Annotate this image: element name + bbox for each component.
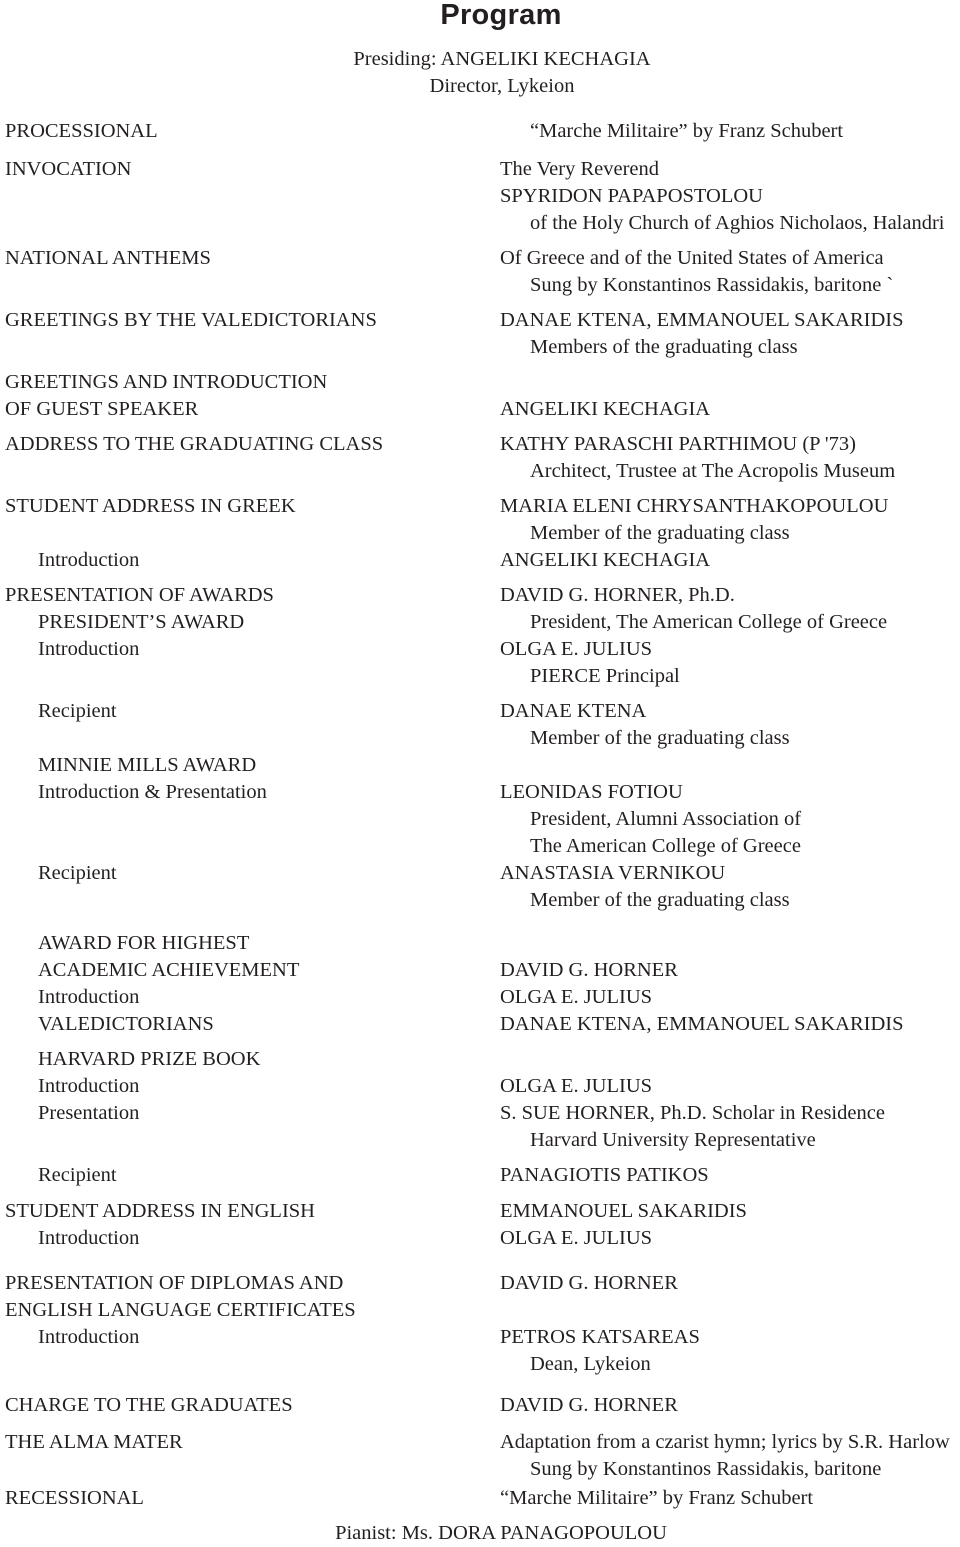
label-line: INVOCATION <box>5 158 132 180</box>
detail-line: “Marche Militaire” by Franz Schubert <box>500 1487 814 1509</box>
detail-line: DANAE KTENA, EMMANOUEL SAKARIDIS <box>500 309 904 331</box>
detail-line: DAVID G. HORNER, Ph.D. <box>500 584 735 606</box>
label-line: ACADEMIC ACHIEVEMENT <box>38 959 300 981</box>
program-item-detail <box>500 1198 960 1252</box>
detail-line: ANGELIKI KECHAGIA <box>500 549 711 571</box>
program-item-label <box>5 860 465 887</box>
label-line: Introduction <box>38 1326 140 1348</box>
detail-line <box>500 752 960 779</box>
detail-line: DAVID G. HORNER <box>500 959 678 981</box>
program-item-label <box>5 1270 465 1351</box>
label-line: OF GUEST SPEAKER <box>5 398 199 420</box>
program-item-label <box>5 698 465 725</box>
detail-line: S. SUE HORNER, Ph.D. Scholar in Residence <box>500 1102 885 1124</box>
label-line: PRESENTATION OF AWARDS <box>5 584 274 606</box>
label-line: HARVARD PRIZE BOOK <box>38 1048 261 1070</box>
detail-line: Members of the graduating class <box>530 336 798 358</box>
program-item-detail <box>500 245 960 299</box>
label-line: ADDRESS TO THE GRADUATING CLASS <box>5 433 384 455</box>
detail-line: Dean, Lykeion <box>530 1353 651 1375</box>
detail-line: Of Greece and of the United States of America <box>500 247 884 269</box>
detail-line: Architect, Trustee at The Acropolis Museum <box>530 460 896 482</box>
label-line: PRESENTATION OF DIPLOMAS AND <box>5 1272 344 1294</box>
detail-line: President, Alumni Association of <box>530 808 802 830</box>
label-line: Introduction <box>38 986 140 1008</box>
detail-line: DANAE KTENA <box>500 700 647 722</box>
detail-line: “Marche Militaire” by Franz Schubert <box>530 120 844 142</box>
label-line: AWARD FOR HIGHEST <box>38 932 250 954</box>
program-item-label <box>5 582 465 663</box>
program-item-detail <box>500 118 960 145</box>
label-line: MINNIE MILLS AWARD <box>38 754 257 776</box>
label-line: GREETINGS BY THE VALEDICTORIANS <box>5 309 377 331</box>
label-line: Introduction <box>38 638 140 660</box>
label-line: GREETINGS AND INTRODUCTION <box>5 371 328 393</box>
program-item-label <box>5 245 465 272</box>
detail-line: The Very Reverend <box>500 158 660 180</box>
program-item-detail <box>500 1485 960 1512</box>
program-item-detail <box>500 1429 960 1483</box>
label-line: CHARGE TO THE GRADUATES <box>5 1394 293 1416</box>
program-item-label <box>5 156 465 183</box>
program-item-label <box>5 1162 465 1189</box>
detail-line: The American College of Greece <box>530 835 801 857</box>
detail-line: OLGA E. JULIUS <box>500 1075 653 1097</box>
detail-line: DAVID G. HORNER <box>500 1272 678 1294</box>
detail-line <box>500 1297 960 1324</box>
label-line: THE ALMA MATER <box>5 1431 183 1453</box>
program-item-label <box>5 493 465 574</box>
detail-line: LEONIDAS FOTIOU <box>500 781 683 803</box>
detail-line: MARIA ELENI CHRYSANTHAKOPOULOU <box>500 495 889 517</box>
program-item-label <box>5 1485 465 1512</box>
pianist-credit: Pianist: Ms. DORA PANAGOPOULOU <box>335 1522 667 1544</box>
label-line: PROCESSIONAL <box>5 120 158 142</box>
detail-line <box>500 930 960 957</box>
detail-line <box>500 1046 960 1073</box>
detail-line: PIERCE Principal <box>530 665 680 687</box>
program-item-label <box>5 369 465 423</box>
detail-line: OLGA E. JULIUS <box>500 638 653 660</box>
program-item-detail <box>500 1270 960 1378</box>
program-item-label <box>5 930 465 1038</box>
program-item-detail <box>500 431 960 485</box>
program-item-label <box>5 1392 465 1419</box>
detail-line: PETROS KATSAREAS <box>500 1326 700 1348</box>
program-item-detail <box>500 307 960 361</box>
label-line: RECESSIONAL <box>5 1487 144 1509</box>
presiding-block <box>0 46 960 100</box>
detail-line: OLGA E. JULIUS <box>500 986 653 1008</box>
detail-line: DAVID G. HORNER <box>500 1394 678 1416</box>
label-line: Recipient <box>38 862 117 884</box>
label-line: STUDENT ADDRESS IN GREEK <box>5 495 296 517</box>
director-line: Director, Lykeion <box>429 75 575 97</box>
detail-line: Adaptation from a czarist hymn; lyrics by S.R. Harlow <box>500 1431 950 1453</box>
label-line: PRESIDENT’S AWARD <box>38 611 245 633</box>
program-item-detail <box>500 1046 960 1154</box>
label-line: VALEDICTORIANS <box>38 1013 214 1035</box>
program-item-label <box>5 1429 465 1456</box>
program-item-label <box>5 1198 465 1252</box>
detail-line: OLGA E. JULIUS <box>500 1227 653 1249</box>
detail-line: Member of the graduating class <box>530 889 790 911</box>
label-line <box>5 520 465 547</box>
label-line: STUDENT ADDRESS IN ENGLISH <box>5 1200 315 1222</box>
label-line: Introduction <box>38 1075 140 1097</box>
detail-line: Harvard University Representative <box>530 1129 816 1151</box>
detail-line: ANGELIKI KECHAGIA <box>500 398 711 420</box>
detail-line: Sung by Konstantinos Rassidakis, baritone ` <box>530 274 894 296</box>
detail-line: DANAE KTENA, EMMANOUEL SAKARIDIS <box>500 1013 904 1035</box>
presiding-line: Presiding: ANGELIKI KECHAGIA <box>353 48 651 70</box>
label-line: Introduction <box>38 549 140 571</box>
detail-line: of the Holy Church of Aghios Nicholaos, Halandri <box>530 212 945 234</box>
detail-line: KATHY PARASCHI PARTHIMOU (P '73) <box>500 433 856 455</box>
detail-line: SPYRIDON PAPAPOSTOLOU <box>500 185 763 207</box>
detail-line: Sung by Konstantinos Rassidakis, baritone <box>530 1458 882 1480</box>
program-item-label <box>5 431 465 458</box>
program-item-detail <box>500 752 960 860</box>
program-item-detail <box>500 930 960 1038</box>
program-item-detail <box>500 369 960 423</box>
detail-line: Member of the graduating class <box>530 522 790 544</box>
detail-line: EMMANOUEL SAKARIDIS <box>500 1200 747 1222</box>
program-item-detail <box>500 1392 960 1419</box>
detail-line: ANASTASIA VERNIKOU <box>500 862 726 884</box>
label-line: Recipient <box>38 1164 117 1186</box>
program-item-label <box>5 1046 465 1127</box>
label-line: ENGLISH LANGUAGE CERTIFICATES <box>5 1299 356 1321</box>
label-line: Introduction & Presentation <box>38 781 267 803</box>
page-title: Program <box>440 0 562 31</box>
program-item-detail <box>500 493 960 574</box>
program-item-label <box>5 307 465 334</box>
program-item-detail <box>500 1162 960 1189</box>
detail-line: PANAGIOTIS PATIKOS <box>500 1164 709 1186</box>
program-item-detail <box>500 156 960 237</box>
program-item-detail <box>500 698 960 752</box>
detail-line <box>500 369 960 396</box>
program-item-detail <box>500 860 960 914</box>
program-item-label <box>5 118 465 145</box>
label-line: Introduction <box>38 1227 140 1249</box>
detail-line: Member of the graduating class <box>530 727 790 749</box>
label-line: NATIONAL ANTHEMS <box>5 247 211 269</box>
program-item-label <box>5 752 465 806</box>
detail-line: President, The American College of Greece <box>530 611 888 633</box>
label-line: Presentation <box>38 1102 140 1124</box>
label-line: Recipient <box>38 700 117 722</box>
program-item-detail <box>500 582 960 690</box>
